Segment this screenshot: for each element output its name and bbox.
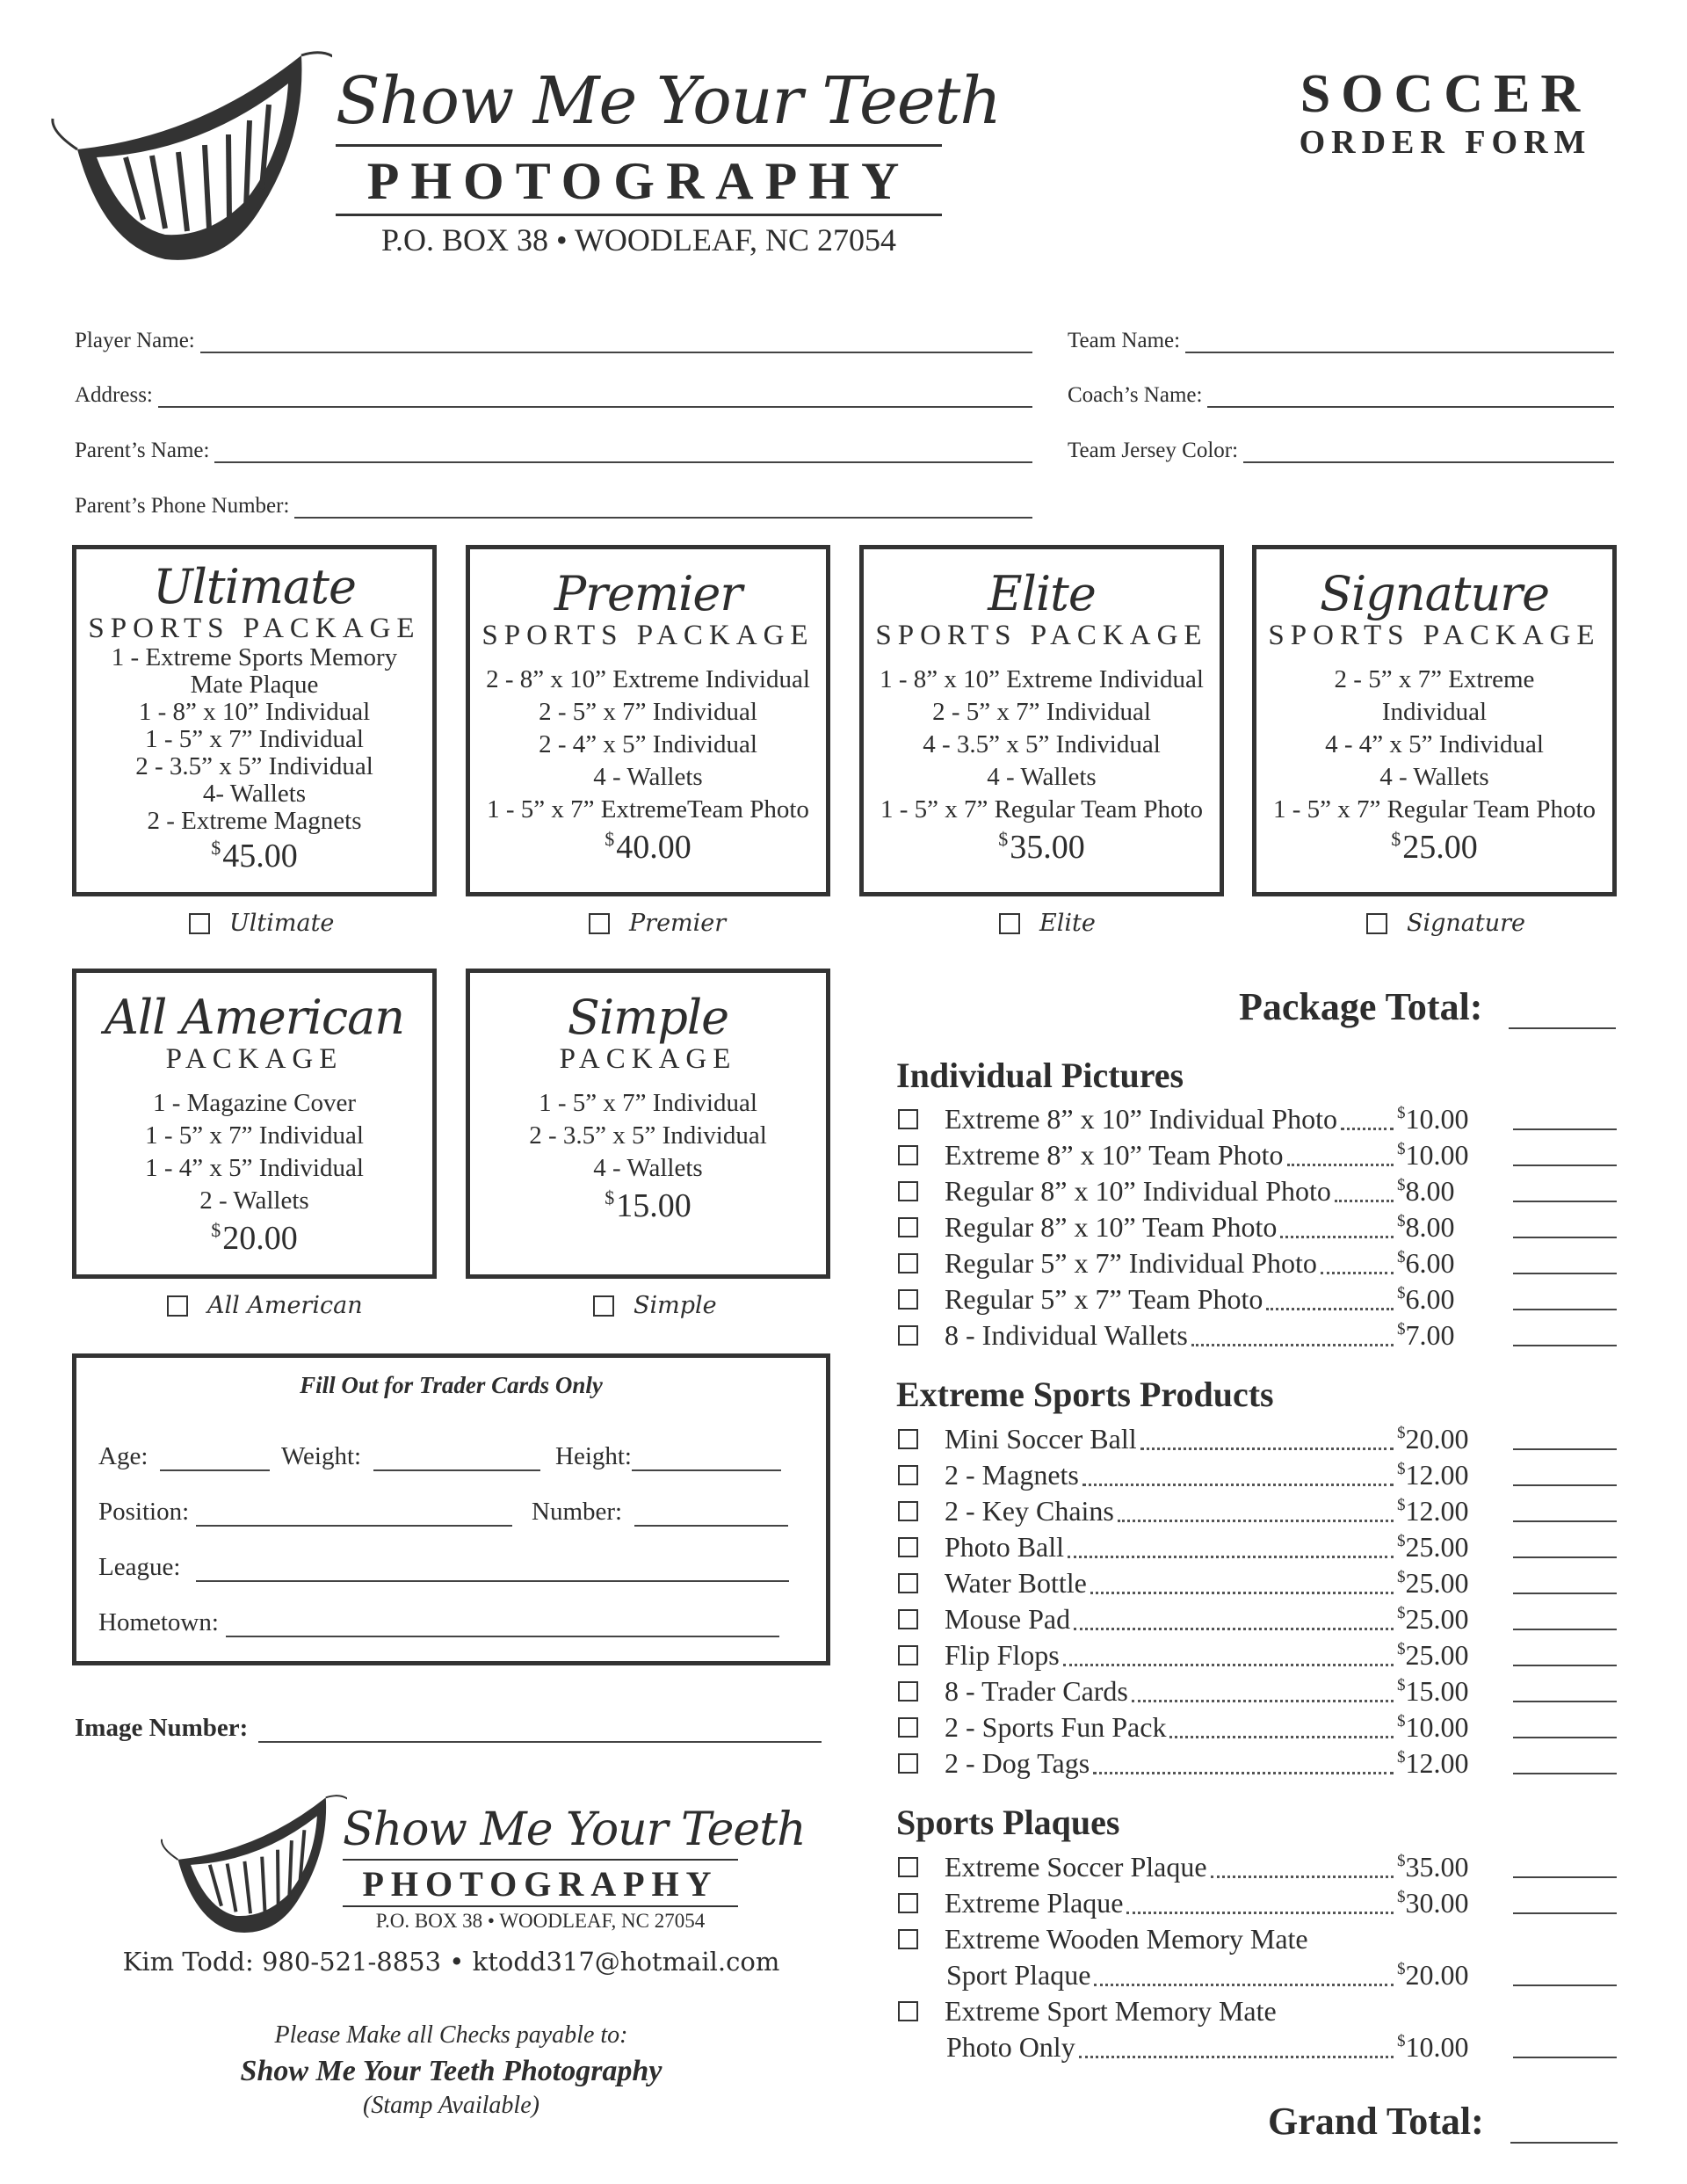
order-item-name: 2 - Dog Tags — [945, 1747, 1090, 1779]
package-item: 2 - 5” x 7” Individual — [539, 698, 757, 726]
package-item: 1 - 8” x 10” Individual — [138, 698, 371, 726]
package-price: $25.00 — [1391, 828, 1478, 866]
weight-field[interactable] — [281, 1441, 540, 1471]
brand-name: Show Me Your Teeth — [336, 63, 1001, 139]
coach-name-field[interactable] — [1068, 380, 1614, 408]
brand-address: P.O. BOX 38 • WOODLEAF, NC 27054 — [380, 222, 897, 258]
checkbox-label: Elite — [1039, 910, 1096, 937]
package-item: 2 - 4” x 5” Individual — [539, 730, 757, 758]
jersey-color-field[interactable] — [1068, 435, 1614, 463]
order-item-qty-line[interactable] — [1513, 1253, 1617, 1274]
order-item-name: Extreme Soccer Plaque — [945, 1851, 1207, 1883]
order-item-name: Photo Only — [946, 2031, 1075, 2063]
order-item-name: 8 - Individual Wallets — [945, 1319, 1188, 1351]
package-item: 1 - 5” x 7” Regular Team Photo — [880, 795, 1204, 824]
height-label: Height: — [555, 1442, 632, 1470]
order-item-price: $10.00 — [1397, 1711, 1469, 1743]
order-item-price: $25.00 — [1397, 1567, 1469, 1599]
package-sub: SPORTS PACKAGE — [88, 613, 421, 644]
order-item-qty-line[interactable] — [1513, 1857, 1617, 1878]
order-item-row[interactable] — [898, 1529, 1617, 1565]
footer-brand-address: P.O. BOX 38 • WOODLEAF, NC 27054 — [375, 1910, 706, 1932]
order-item-qty-line[interactable] — [1513, 1501, 1617, 1522]
order-item-price: $10.00 — [1397, 1103, 1469, 1135]
order-item-row[interactable] — [898, 1709, 1617, 1745]
checkbox-label: Simple — [634, 1292, 717, 1319]
order-item-qty-line[interactable] — [1513, 1465, 1617, 1486]
smile-logo-footer-icon — [154, 1793, 347, 1938]
order-item-name: Extreme Wooden Memory Mate — [945, 1923, 1308, 1955]
order-item-row[interactable] — [898, 1993, 1617, 2029]
order-item-name: Regular 5” x 7” Team Photo — [945, 1283, 1263, 1315]
order-item-name: Regular 8” x 10” Individual Photo — [945, 1175, 1331, 1207]
package-item: 1 - 5” x 7” Individual — [145, 725, 364, 753]
hometown-label: Hometown: — [98, 1608, 219, 1636]
checkbox-all-american[interactable] — [167, 1292, 363, 1319]
parent-phone-field[interactable] — [75, 490, 1032, 519]
smile-logo-icon — [42, 48, 332, 268]
package-items — [864, 664, 1220, 826]
package-price: $35.00 — [998, 828, 1085, 866]
order-item-qty-line[interactable] — [1513, 1681, 1617, 1702]
order-item-price: $25.00 — [1397, 1531, 1469, 1563]
order-item-price: $12.00 — [1397, 1495, 1469, 1527]
footer-logo-divider — [343, 1859, 738, 1861]
order-item-qty-line[interactable] — [1513, 1573, 1617, 1594]
order-item-name: 2 - Sports Fun Pack — [945, 1711, 1167, 1743]
package-item: 1 - Magazine Cover — [152, 1089, 357, 1117]
order-item-row[interactable] — [898, 1885, 1617, 1921]
order-item-row[interactable] — [898, 1137, 1617, 1173]
checkbox-simple[interactable] — [593, 1292, 717, 1319]
package-price: $40.00 — [605, 828, 691, 866]
package-name: Simple — [567, 990, 729, 1045]
age-field[interactable] — [98, 1441, 270, 1471]
coach-name-label: Coach’s Name: — [1068, 383, 1203, 407]
order-item-row[interactable] — [898, 1421, 1617, 1457]
order-item-qty-line[interactable] — [1513, 1893, 1617, 1914]
order-item-price: $8.00 — [1397, 1211, 1455, 1243]
package-sub: SPORTS PACKAGE — [481, 620, 815, 651]
order-item-row[interactable] — [898, 1209, 1617, 1245]
league-field[interactable] — [98, 1552, 789, 1582]
package-item: Individual — [1381, 698, 1488, 726]
order-item-price: $6.00 — [1397, 1247, 1455, 1279]
package-item: 4 - 3.5” x 5” Individual — [923, 730, 1161, 758]
package-items — [76, 644, 432, 835]
package-ultimate — [72, 545, 437, 896]
height-field[interactable] — [555, 1441, 781, 1471]
checkbox-label: Signature — [1407, 910, 1526, 937]
package-item: 2 - 3.5” x 5” Individual — [529, 1121, 767, 1150]
package-sub: SPORTS PACKAGE — [875, 620, 1208, 651]
order-item-name: Flip Flops — [945, 1639, 1060, 1671]
package-name: Elite — [988, 566, 1096, 621]
order-item-qty-line[interactable] — [1513, 1145, 1617, 1166]
package-items — [470, 664, 826, 826]
order-item-qty-line[interactable] — [1513, 1717, 1617, 1738]
package-price: $45.00 — [211, 837, 298, 874]
order-item-row[interactable] — [898, 1281, 1617, 1317]
footer-logo-divider-2 — [343, 1905, 738, 1907]
trader-cards-box — [72, 1353, 830, 1665]
order-item-row[interactable] — [898, 1745, 1617, 1781]
order-item-price: $10.00 — [1397, 1139, 1469, 1171]
package-sub: PACKAGE — [165, 1043, 344, 1075]
order-item-name: 2 - Key Chains — [945, 1495, 1114, 1527]
order-item-price: $12.00 — [1397, 1747, 1469, 1779]
order-item-qty-line[interactable] — [1513, 1217, 1617, 1238]
position-field[interactable] — [98, 1497, 512, 1527]
parent-name-field[interactable] — [75, 435, 1032, 463]
package-item: 4 - Wallets — [987, 763, 1097, 791]
order-item-row[interactable] — [898, 1457, 1617, 1493]
checkbox-signature[interactable] — [1366, 910, 1525, 937]
package-name: Ultimate — [153, 559, 356, 614]
order-item-row[interactable] — [898, 1601, 1617, 1637]
hometown-field[interactable] — [98, 1607, 779, 1637]
package-item: Mate Plaque — [190, 671, 319, 699]
package-price: $15.00 — [605, 1186, 691, 1224]
checkbox-label: Ultimate — [229, 910, 335, 937]
checkbox-elite[interactable] — [999, 910, 1096, 937]
order-item-name: Regular 8” x 10” Team Photo — [945, 1211, 1278, 1243]
league-label: League: — [98, 1553, 181, 1581]
order-item-price: $7.00 — [1397, 1319, 1455, 1351]
form-title: SOCCER — [1300, 64, 1591, 124]
footer-stamp: (Stamp Available) — [363, 2092, 539, 2119]
order-item-name: Extreme 8” x 10” Individual Photo — [945, 1103, 1338, 1135]
package-elite — [859, 545, 1224, 896]
order-item-qty-line[interactable] — [1513, 1753, 1617, 1774]
order-item-name: Extreme Sport Memory Mate — [945, 1995, 1277, 2027]
order-item-qty-line[interactable] — [1513, 1109, 1617, 1130]
order-item-name: 8 - Trader Cards — [945, 1675, 1128, 1707]
order-item-price: $10.00 — [1397, 2031, 1469, 2063]
image-number-field[interactable] — [75, 1709, 822, 1743]
order-item-name: Photo Ball — [945, 1531, 1065, 1563]
form-subtitle: ORDER FORM — [1299, 124, 1592, 161]
order-item-row[interactable] — [898, 1173, 1617, 1209]
order-item-name: Extreme Plaque — [945, 1887, 1124, 1919]
package-name: All American — [104, 990, 405, 1045]
team-name-label: Team Name: — [1068, 329, 1181, 352]
package-sub: SPORTS PACKAGE — [1268, 620, 1601, 651]
number-label: Number: — [532, 1498, 623, 1526]
order-item-qty-line[interactable] — [1513, 1181, 1617, 1202]
order-item-row-continued[interactable] — [898, 2029, 1617, 2065]
weight-label: Weight: — [281, 1442, 362, 1470]
checkbox-label: Premier — [629, 910, 727, 937]
footer-payable-line: Please Make all Checks payable to: — [274, 2021, 628, 2049]
package-all-american — [72, 969, 437, 1279]
order-item-qty-line[interactable] — [1513, 1645, 1617, 1666]
order-item-qty-line[interactable] — [1513, 1325, 1617, 1346]
package-item: 2 - 8” x 10” Extreme Individual — [486, 665, 810, 693]
logo-divider — [336, 144, 942, 147]
package-price: $20.00 — [211, 1219, 298, 1257]
footer-contact: Kim Todd: 980-521-8853 • ktodd317@hotmail.com — [122, 1947, 780, 1977]
number-field[interactable] — [532, 1497, 788, 1527]
package-item: 4 - Wallets — [1379, 763, 1489, 791]
order-item-row[interactable] — [898, 1493, 1617, 1529]
order-item-row[interactable] — [898, 1921, 1617, 1957]
package-item: 2 - Wallets — [199, 1186, 309, 1215]
package-item: 1 - 4” x 5” Individual — [145, 1154, 364, 1182]
order-item-name: Mouse Pad — [945, 1603, 1071, 1635]
parent-name-label: Parent’s Name: — [75, 439, 210, 462]
player-name-label: Player Name: — [75, 329, 195, 352]
package-signature — [1252, 545, 1617, 896]
order-item-row[interactable] — [898, 1101, 1617, 1137]
checkbox-ultimate[interactable] — [189, 910, 334, 937]
order-item-row[interactable] — [898, 1849, 1617, 1885]
package-items — [76, 1087, 432, 1217]
order-item-price: $20.00 — [1397, 1959, 1469, 1991]
order-item-qty-line[interactable] — [1513, 1609, 1617, 1630]
order-item-row[interactable] — [898, 1317, 1617, 1353]
order-item-price: $25.00 — [1397, 1639, 1469, 1671]
grand-total-label: Grand Total: — [1268, 2100, 1484, 2143]
order-item-row-continued[interactable] — [898, 1957, 1617, 1993]
order-item-price: $6.00 — [1397, 1283, 1455, 1315]
order-item-qty-line[interactable] — [1513, 1537, 1617, 1558]
order-item-name: Regular 5” x 7” Individual Photo — [945, 1247, 1317, 1279]
checkbox-premier[interactable] — [589, 910, 726, 937]
order-item-row[interactable] — [898, 1245, 1617, 1281]
team-name-field[interactable] — [1068, 325, 1614, 353]
package-item: 1 - 5” x 7” Individual — [145, 1121, 364, 1150]
order-item-price: $8.00 — [1397, 1175, 1455, 1207]
logo-divider-2 — [336, 214, 942, 216]
package-total[interactable] — [1239, 984, 1616, 1029]
package-item: 4- Wallets — [202, 780, 307, 808]
package-total-label: Package Total: — [1239, 985, 1483, 1028]
order-item-qty-line[interactable] — [1513, 1429, 1617, 1450]
package-simple — [466, 969, 830, 1279]
footer-payable-name: Show Me Your Teeth Photography — [240, 2055, 662, 2087]
order-item-row[interactable] — [898, 1673, 1617, 1709]
footer-brand-name: Show Me Your Teeth — [343, 1803, 806, 1856]
package-item: 2 - 5” x 7” Individual — [932, 698, 1151, 726]
address-label: Address: — [75, 383, 153, 407]
package-item: 2 - Extreme Magnets — [147, 807, 362, 835]
order-item-price: $20.00 — [1397, 1423, 1469, 1455]
package-item: 1 - 5” x 7” Regular Team Photo — [1272, 795, 1596, 824]
brand-sub: PHOTOGRAPHY — [366, 152, 911, 210]
section-sports-plaques: Sports Plaques — [896, 1803, 1120, 1842]
order-item-qty-line[interactable] — [1513, 1289, 1617, 1310]
order-item-name: Extreme 8” x 10” Team Photo — [945, 1139, 1284, 1171]
package-item: 1 - 5” x 7” ExtremeTeam Photo — [487, 795, 809, 824]
grand-total[interactable] — [1268, 2099, 1618, 2144]
player-name-field[interactable] — [75, 325, 1032, 353]
package-item: 1 - Extreme Sports Memory — [111, 643, 398, 671]
order-item-price: $35.00 — [1397, 1851, 1469, 1883]
order-item-name: Mini Soccer Ball — [945, 1423, 1137, 1455]
checkbox-label: All American — [207, 1292, 363, 1319]
jersey-color-label: Team Jersey Color: — [1068, 439, 1239, 462]
parent-phone-label: Parent’s Phone Number: — [75, 494, 290, 518]
order-item-price: $25.00 — [1397, 1603, 1469, 1635]
package-item: 4 - 4” x 5” Individual — [1325, 730, 1544, 758]
image-number-label: Image Number: — [75, 1714, 249, 1742]
footer-brand-sub: PHOTOGRAPHY — [362, 1864, 719, 1904]
package-premier — [466, 545, 830, 896]
package-item: 2 - 3.5” x 5” Individual — [135, 752, 373, 780]
package-item: 1 - 8” x 10” Extreme Individual — [880, 665, 1204, 693]
package-item: 4 - Wallets — [593, 1154, 703, 1182]
package-items — [470, 1087, 826, 1185]
trader-cards-title: Fill Out for Trader Cards Only — [300, 1372, 603, 1398]
address-field[interactable] — [75, 380, 1032, 408]
order-item-qty-line[interactable] — [1513, 1965, 1617, 1986]
position-label: Position: — [98, 1498, 190, 1526]
order-item-row[interactable] — [898, 1637, 1617, 1673]
order-item-name: Water Bottle — [945, 1567, 1087, 1599]
package-sub: PACKAGE — [559, 1043, 737, 1075]
package-items — [1256, 664, 1612, 826]
section-individual-pictures: Individual Pictures — [896, 1056, 1184, 1095]
order-item-price: $30.00 — [1397, 1887, 1469, 1919]
package-item: 1 - 5” x 7” Individual — [539, 1089, 757, 1117]
order-item-price: $12.00 — [1397, 1459, 1469, 1491]
order-item-name: Sport Plaque — [946, 1959, 1091, 1991]
age-label: Age: — [98, 1442, 148, 1470]
order-item-qty-line[interactable] — [1513, 2037, 1617, 2058]
package-name: Signature — [1319, 566, 1550, 621]
package-item: 2 - 5” x 7” Extreme — [1334, 665, 1535, 693]
order-item-name: 2 - Magnets — [945, 1459, 1079, 1491]
order-item-price: $15.00 — [1397, 1675, 1469, 1707]
package-item: 4 - Wallets — [593, 763, 703, 791]
section-extreme-sports-products: Extreme Sports Products — [896, 1375, 1274, 1414]
package-name: Premier — [554, 566, 742, 621]
order-item-row[interactable] — [898, 1565, 1617, 1601]
